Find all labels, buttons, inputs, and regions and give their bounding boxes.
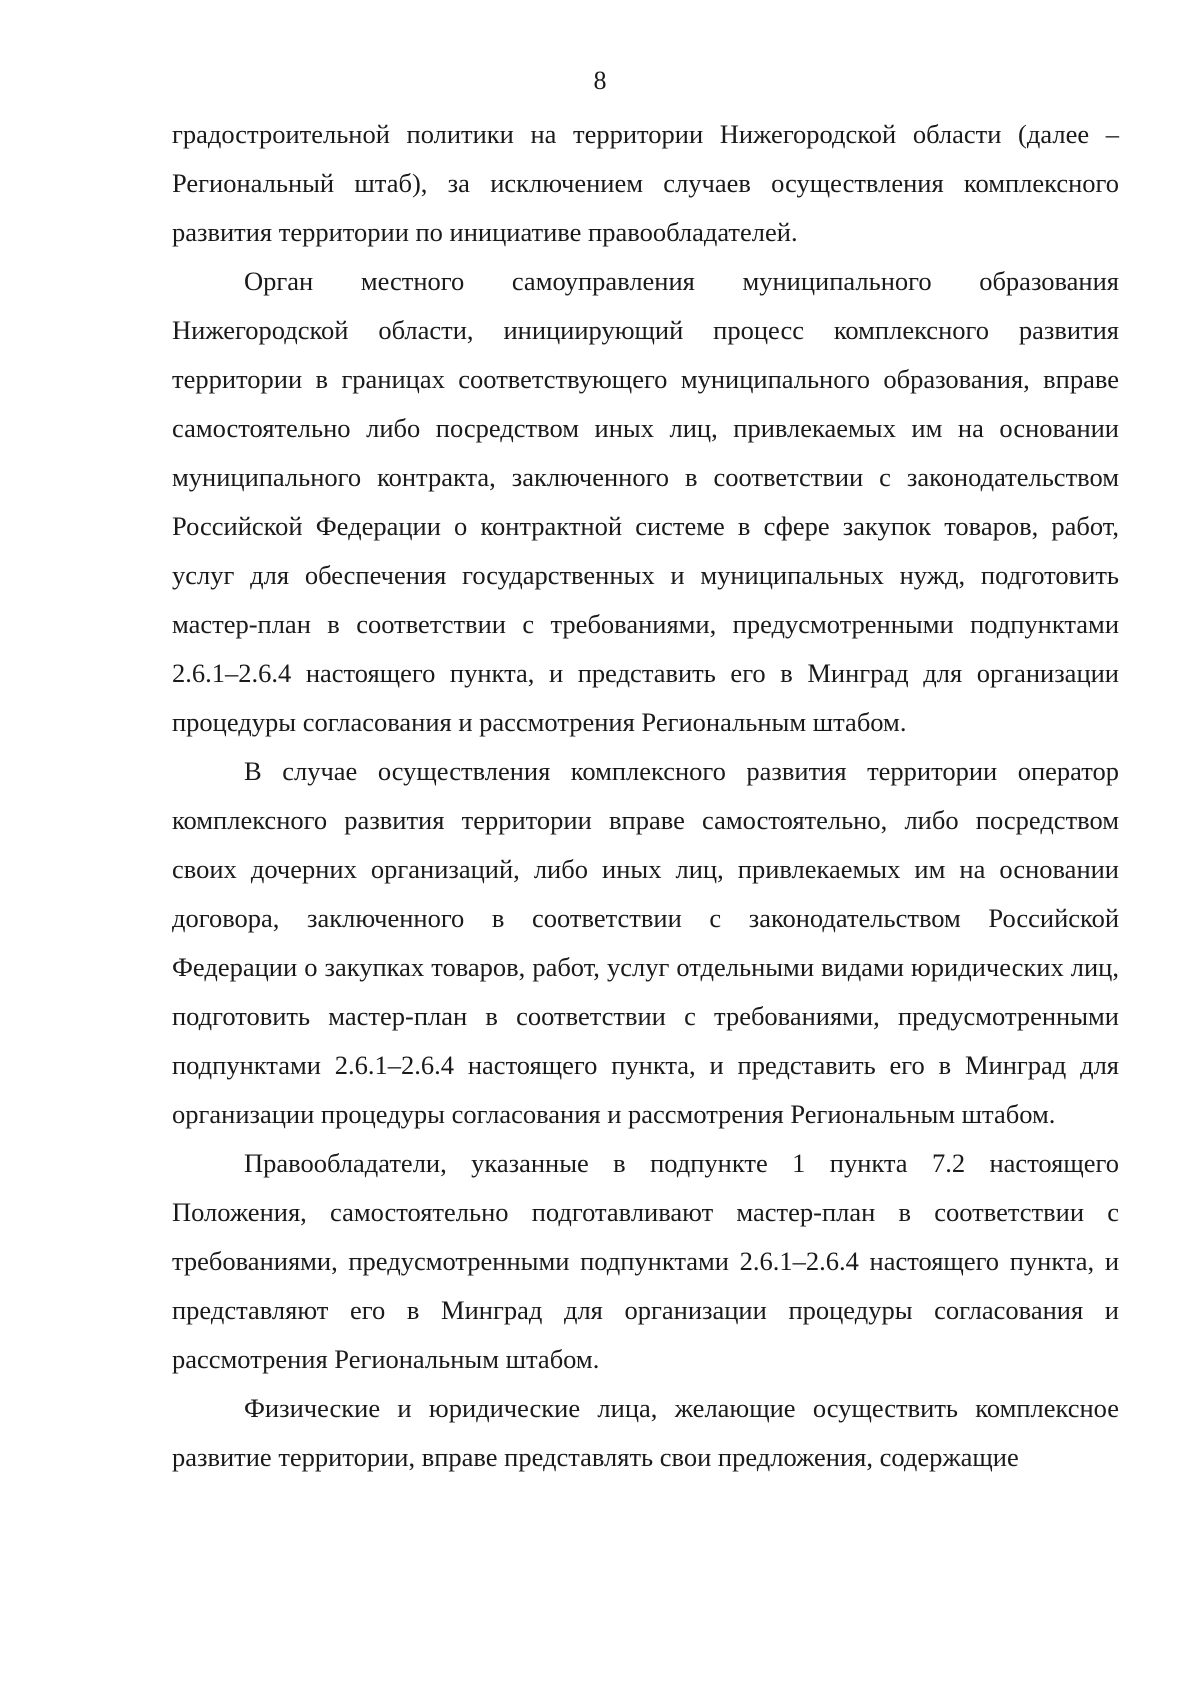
page-number: 8: [593, 66, 607, 95]
document-body: [172, 110, 1119, 1482]
paragraph-operator: В случае осуществления комплексного развития территории оператор комплексного развития территории вправе самостоятельно, либо посредством своих дочерних организаций, либо иных лиц, привлекаемых им на основании договора, заключенного в соответствии с законодательством Российской Федерации о закупках товаров, работ, услуг отдельными видами юридических лиц, подготовить мастер-план в соответствии с требованиями, предусмотренными подпунктами 2.6.1–2.6.4 настоящего пункта, и представить его в Минград для организации процедуры согласования и рассмотрения Региональным штабом.: [172, 756, 1119, 1129]
paragraph-rightholders: Правообладатели, указанные в подпункте 1 пункта 7.2 настоящего Положения, самостоятельно подготавливают мастер-план в соответствии с требованиями, предусмотренными подпунктами 2.6.1–2.6.4 настоящего пункта, и представляют его в Минград для организации процедуры согласования и рассмотрения Региональным штабом.: [172, 1148, 1119, 1374]
paragraph-local-government: Орган местного самоуправления муниципального образования Нижегородской области, инициирующий процесс комплексного развития территории в границах соответствующего муниципального образования, вправе самостоятельно либо посредством иных лиц, привлекаемых им на основании муниципального контракта, заключенного в соответствии с законодательством Российской Федерации о контрактной системе в сфере закупок товаров, работ, услуг для обеспечения государственных и муниципальных нужд, подготовить мастер-план в соответствии с требованиями, предусмотренными подпунктами 2.6.1–2.6.4 настоящего пункта, и представить его в Минград для организации процедуры согласования и рассмотрения Региональным штабом.: [172, 266, 1119, 737]
paragraph-continuation: градостроительной политики на территории Нижегородской области (далее – Региональный штаб), за исключением случаев осуществления комплексного развития территории по инициативе правообладателей.: [172, 119, 1119, 247]
paragraph-individuals: Физические и юридические лица, желающие осуществить комплексное развитие территории, вправе представлять свои предложения, содержащие: [172, 1393, 1119, 1472]
